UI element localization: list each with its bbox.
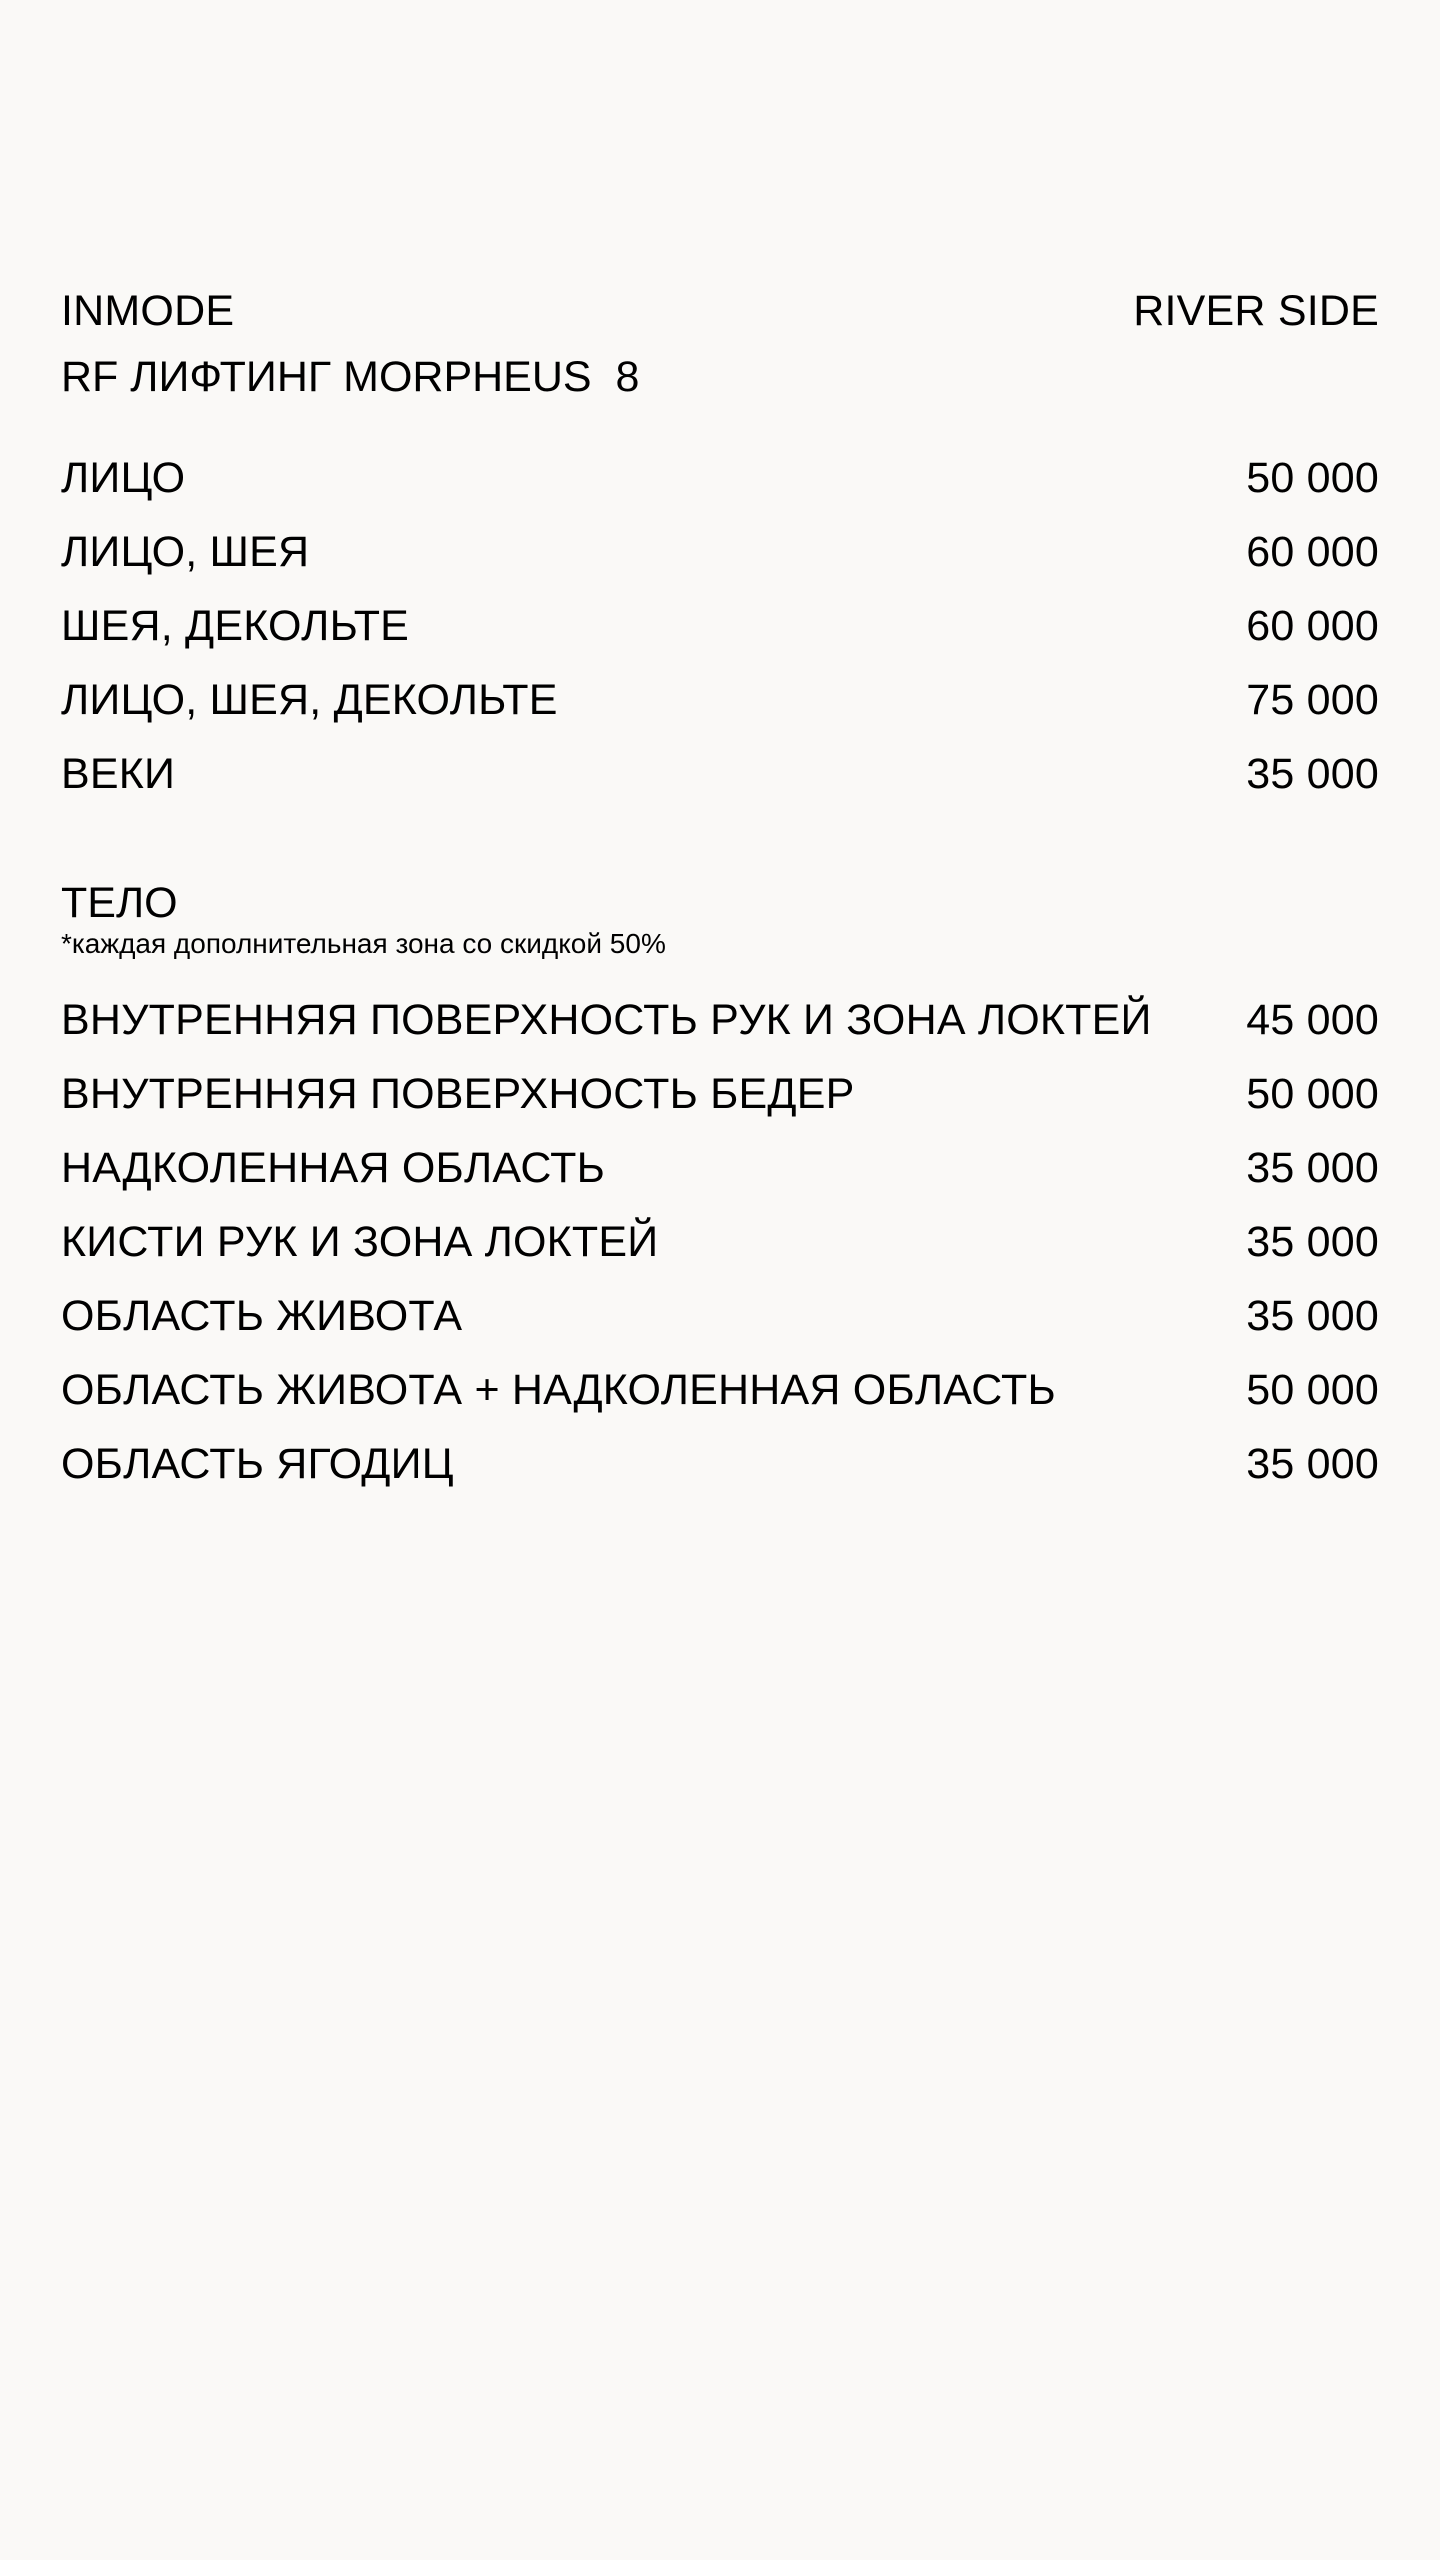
discount-note: *каждая дополнительная зона со скидкой 50%: [61, 928, 666, 959]
price-row: [61, 515, 1379, 589]
body-price-list: [61, 983, 1379, 1501]
zone-name: ЛИЦО, ШЕЯ, ДЕКОЛЬТЕ: [61, 676, 558, 724]
price-row: [61, 1279, 1379, 1353]
body-section-title: ТЕЛО: [61, 879, 178, 927]
price-row: [61, 1353, 1379, 1427]
zone-name: ШЕЯ, ДЕКОЛЬТЕ: [61, 602, 410, 650]
price-list: [61, 278, 1379, 1501]
zone-name: ОБЛАСТЬ ЖИВОТА + НАДКОЛЕННАЯ ОБЛАСТЬ: [61, 1366, 1056, 1414]
zone-price: 45 000: [1246, 996, 1379, 1044]
zone-price: 50 000: [1246, 1070, 1379, 1118]
zone-price: 50 000: [1246, 1366, 1379, 1414]
zone-price: 75 000: [1246, 676, 1379, 724]
procedure-title: RF ЛИФТИНГ MORPHEUS 8: [61, 353, 640, 401]
price-row: [61, 1131, 1379, 1205]
zone-name: ВНУТРЕННЯЯ ПОВЕРХНОСТЬ РУК И ЗОНА ЛОКТЕЙ: [61, 996, 1152, 1044]
header-row: [61, 278, 1379, 344]
face-price-list: [61, 441, 1379, 811]
zone-price: 50 000: [1246, 454, 1379, 502]
zone-name: КИСТИ РУК И ЗОНА ЛОКТЕЙ: [61, 1218, 659, 1266]
price-row: [61, 1205, 1379, 1279]
price-row: [61, 589, 1379, 663]
zone-price: 35 000: [1246, 1218, 1379, 1266]
zone-name: ВНУТРЕННЯЯ ПОВЕРХНОСТЬ БЕДЕР: [61, 1070, 855, 1118]
price-row: [61, 983, 1379, 1057]
zone-price: 35 000: [1246, 1292, 1379, 1340]
zone-name: ЛИЦО: [61, 454, 186, 502]
price-row: [61, 1427, 1379, 1501]
zone-name: ОБЛАСТЬ ЖИВОТА: [61, 1292, 463, 1340]
price-row: [61, 663, 1379, 737]
zone-price: 35 000: [1246, 1144, 1379, 1192]
zone-price: 35 000: [1246, 750, 1379, 798]
zone-name: ВЕКИ: [61, 750, 176, 798]
price-row: [61, 1057, 1379, 1131]
price-row: [61, 441, 1379, 515]
zone-price: 35 000: [1246, 1440, 1379, 1488]
brand-title: INMODE: [61, 287, 235, 335]
zone-name: ЛИЦО, ШЕЯ: [61, 528, 310, 576]
zone-name: НАДКОЛЕННАЯ ОБЛАСТЬ: [61, 1144, 606, 1192]
zone-price: 60 000: [1246, 602, 1379, 650]
location-label: RIVER SIDE: [1133, 287, 1379, 335]
price-row: [61, 737, 1379, 811]
zone-price: 60 000: [1246, 528, 1379, 576]
zone-name: ОБЛАСТЬ ЯГОДИЦ: [61, 1440, 454, 1488]
